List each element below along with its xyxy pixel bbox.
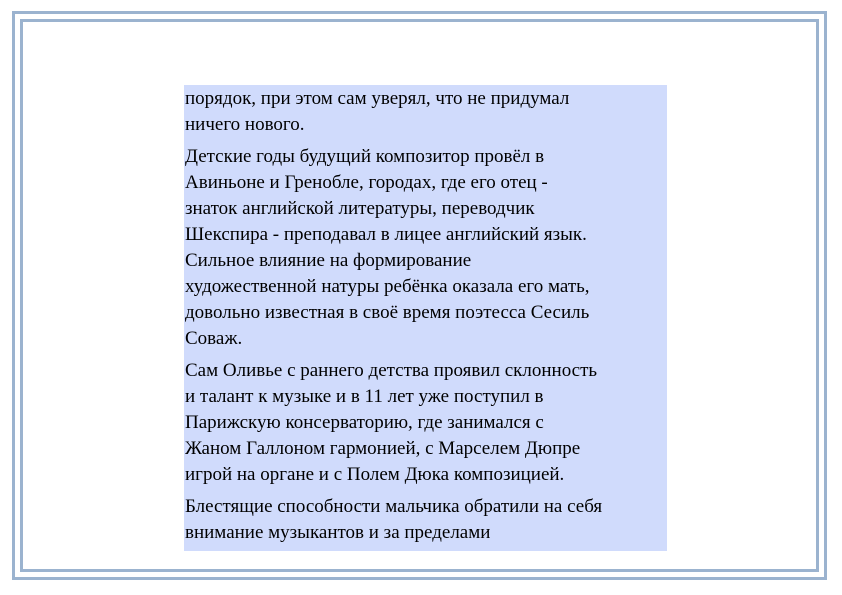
text-line: Детские годы будущий композитор провёл в	[185, 146, 545, 167]
paragraph-3	[185, 358, 667, 488]
paragraph-1	[185, 86, 667, 138]
text-line: и талант к музыке и в 11 лет уже поступил в	[185, 386, 544, 407]
text-line: игрой на органе и с Полем Дюка композицией.	[185, 464, 565, 485]
text-line: Сильное влияние на формирование	[185, 250, 472, 271]
text-line: внимание музыкантов и за пределами	[185, 522, 491, 543]
paragraph-4	[185, 494, 667, 546]
text-line: довольно известная в своё время поэтесса Сесиль	[185, 302, 590, 323]
text-line: Блестящие способности мальчика обратили на себя	[185, 496, 603, 517]
text-line: художественной натуры ребёнка оказала его мать,	[185, 276, 590, 297]
text-box	[184, 85, 667, 551]
text-line: ничего нового.	[185, 114, 305, 135]
text-line: Парижскую консерваторию, где занимался с	[185, 412, 544, 433]
text-line: Авиньоне и Гренобле, городах, где его отец -	[185, 172, 548, 193]
text-line: Жаном Галлоном гармонией, с Марселем Дюпре	[185, 438, 581, 459]
paragraph-2	[185, 144, 667, 352]
text-line: Шекспира - преподавал в лицее английский язык.	[185, 224, 587, 245]
text-line: знаток английской литературы, переводчик	[185, 198, 535, 219]
text-line: Соваж.	[185, 328, 243, 349]
text-line: порядок, при этом сам уверял, что не придумал	[185, 88, 570, 109]
text-line: Сам Оливье с раннего детства проявил склонность	[185, 360, 598, 381]
